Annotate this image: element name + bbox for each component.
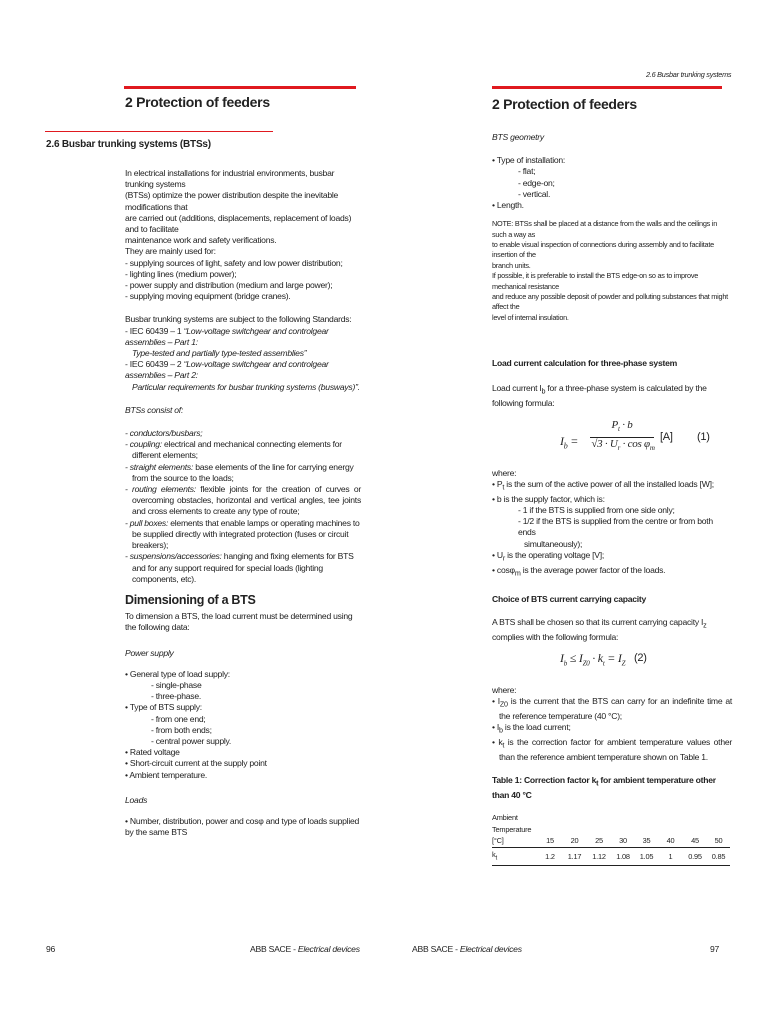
where-list [492,479,732,580]
text: A BTS shall be chosen so that its current carrying capacity I [492,616,704,627]
list-item [125,551,361,585]
symbol: P [611,418,619,431]
component-desc: flexible joints for the creation of curves or overcoming obstacles, horizontal and vertical angles, tee joints and cross elements to create any type of route; [132,484,361,517]
text: Temperature [°C] [492,824,532,845]
table-cell: 1.17 [567,851,582,861]
text: k [492,850,496,860]
geometry-list [492,155,732,211]
intro-line: They are mainly used for: [125,246,216,257]
subscript: t [618,424,620,433]
table-cell: 20 [570,835,579,845]
text: • I [492,722,500,733]
symbol: ≤ I [567,650,583,665]
standard-title: “Low-voltage switchgear and controlgear assemblies – Part 2: [125,359,329,381]
subscript: t [596,780,599,789]
footer-brand [250,944,360,954]
list-item: • Type of BTS supply: [125,702,202,713]
note-line: to enable visual inspection of connections during assembly and to facilitate insertion of the [492,240,714,260]
list-item: • Rated voltage [125,747,180,758]
geometry-heading: BTS geometry [492,132,544,142]
list-item [125,484,361,518]
subscript: m [514,569,521,578]
list-item: - three-phase. [151,691,202,702]
list-item: • General type of load supply: [125,668,230,679]
subscript: t [495,854,498,862]
text: Load current I [492,383,542,394]
intro-line: - power supply and distribution (medium and large power); [125,280,333,291]
component-term: - pull boxes: [125,517,169,528]
text: is the current that the BTS can carry for an indefinite time at the reference temperature (40 °C); [499,696,732,722]
where-label: where: [492,467,517,478]
text: Table 1: Correction factor k [492,775,597,786]
power-supply-heading: Power supply [125,647,174,658]
note-line: and reduce any possible deposit of powder and polluting substances that might affect the [492,292,728,312]
list-item: - from one end; [151,713,206,724]
capacity-heading: Choice of BTS current carrying capacity [492,593,647,604]
text: is the sum of the active power of all the installed loads [W]; [504,478,714,489]
table-cell: 0.85 [711,851,726,861]
page-title: 2 Protection of feeders [492,96,637,112]
table-cell: 1 [668,851,673,861]
component-term: - conductors/busbars; [125,428,203,439]
component-term: - routing elements: [125,484,196,495]
note-line: level of internal insulation. [492,312,569,322]
intro-line: - lighting lines (medium power); [125,268,237,279]
table-cell: 1.05 [639,851,654,861]
text: is the operating voltage [V]; [505,549,605,560]
symbol: · k [589,650,603,665]
text: • U [492,549,503,560]
text: is the load current; [502,722,571,733]
list-item: • Ambient temperature. [125,769,208,780]
standards-intro: Busbar trunking systems are subject to the following Standards: [125,314,352,325]
standard-title-cont: Type-tested and partially type-tested assemblies” [132,348,307,359]
intro-line: (BTSs) optimize the power distribution despite the inevitable modifications that [125,190,339,212]
intro-line: maintenance work and safety verifications. [125,235,277,246]
subscript: t [502,483,505,492]
table-cell: 50 [714,835,723,845]
list-item: - flat; [518,166,536,177]
symbol: · cos φ [620,437,650,450]
subscript: b [563,659,567,668]
table-header-label [492,811,538,847]
table-title [492,775,732,801]
correction-factor-table [492,811,730,865]
subscript: t [502,741,505,750]
list-item: - from both ends; [151,724,212,735]
list-item [492,722,732,737]
subscript: m [649,443,655,452]
formula-2 [492,643,732,679]
list-item [492,737,732,763]
standard-item [125,359,361,381]
list-item: • b is the supply factor, which is: [492,493,605,504]
title-rule [492,86,722,89]
intro-line: - supplying moving equipment (bridge cranes). [125,291,291,302]
formula-denominator [588,439,658,454]
standard-title: “Low-voltage switchgear and controlgear assemblies – Part 1: [125,325,329,347]
section-heading: 2.6 Busbar trunking systems (BTSs) [46,139,211,150]
symbol: = I [604,650,622,665]
intro-line: In electrical installations for industrial environments, busbar trunking systems [125,168,335,190]
capacity-text [492,617,732,643]
list-item: - single-phase [151,679,202,690]
loads-heading: Loads [125,794,148,805]
text: for a three-phase system is calculated by the following formula: [492,383,707,409]
subscript: Z0 [582,659,590,668]
list-item [492,565,732,580]
footer-brand-italic: Electrical devices [459,944,522,954]
table-cell: 0.95 [688,851,702,861]
standard-title-cont: Particular requirements for busbar trunking systems (busways)”. [132,381,360,392]
table-row [492,848,730,866]
list-item: - central power supply. [151,735,232,746]
table-cell: 25 [595,835,603,845]
list-item: • Length. [492,200,524,211]
where-label: where: [492,684,517,695]
note-line: branch units. [492,260,531,270]
component-desc: base elements of the line for carrying energy from the source to the loads; [132,461,354,483]
subscript: b [541,388,546,397]
component-term: - straight elements: [125,461,194,472]
text: • P [492,478,503,489]
table-cell: 35 [642,835,651,845]
formula-expression [560,650,626,670]
formula-lhs: $I_b$ = [560,433,579,450]
component-desc: hanging and fixing elements for BTS and for any support required for special loads (lighting components, etc). [132,551,354,584]
subscript: t [602,659,605,668]
subscript: r [617,443,621,452]
load-current-heading: Load current calculation for three-phase system [492,358,678,369]
intro-line: - supplying sources of light, safety and low power distribution; [125,257,343,268]
where-list [492,696,732,763]
list-item: - edge-on; [518,177,555,188]
dimensioning-text: To dimension a BTS, the load current must be determined using the following data: [125,611,353,633]
table-row-label [492,848,538,866]
power-supply-list [125,669,361,781]
footer-brand-italic: Electrical devices [297,944,360,954]
table-cell: 40 [666,835,675,845]
table-row [492,811,730,847]
symbol: · b [619,418,633,431]
text: is the correction factor for ambient temperature values other than the reference ambient temperature shown on Table 1. [499,737,732,763]
text: • k [492,737,503,748]
note-block [492,219,732,323]
text: is the average power factor of the loads. [520,564,666,575]
note-line: NOTE: BTSs shall be placed at a distance from the walls and the ceilings in such a way as [492,219,718,239]
list-item: • Short-circuit current at the supply point [125,758,267,769]
left-content [125,168,361,838]
formula-numerator [592,420,652,435]
symbol: √3 · U [591,437,618,450]
table-cell: 1.2 [545,851,555,861]
running-header: 2.6 Busbar trunking systems [646,70,732,79]
load-current-text [492,383,732,409]
component-term: - coupling: [125,439,162,450]
section-rule [45,131,273,132]
list-item [125,439,361,461]
table-cell: 1.12 [592,851,606,861]
page-number: 97 [710,944,720,954]
intro-text [125,168,361,302]
list-item: - 1/2 if the BTS is supplied from the centre or from both ends [518,516,713,538]
intro-line: are carried out (additions, displacements, replacement of loads) and to facilitate [125,212,352,235]
component-list [125,428,361,585]
list-item: • Type of installation: [492,155,566,166]
symbol: I [560,433,564,448]
standard-item [125,326,361,348]
text: • I [492,696,500,707]
subscript: b [563,441,568,450]
table-cell: 15 [546,835,554,845]
text: complies with the following formula: [492,631,619,642]
formula-number: (1) [697,430,710,443]
list-item [492,550,732,565]
list-item: - 1 if the BTS is supplied from one side only; [518,504,675,515]
dimensioning-heading: Dimensioning of a BTS [125,592,256,607]
text: for ambient temperature other than 40 °C [492,775,716,801]
table-cell: 30 [619,835,627,845]
list-item [125,428,361,439]
formula-unit: [A] [660,430,673,443]
text: • cosφ [492,564,515,575]
standard-code: - IEC 60439 – 2 [125,359,184,370]
list-item: - vertical. [518,188,551,199]
subscript: r [502,554,505,563]
subscript: z [703,621,707,630]
symbol: I [560,650,564,665]
right-page [384,0,768,1024]
footer-brand-name: ABB SACE - [412,944,460,954]
loads-text: • Number, distribution, power and cosφ and type of loads supplied by the same BTS [125,815,360,838]
list-item: simultaneously); [524,538,583,549]
list-item [125,518,361,552]
subscript: Z [621,659,626,668]
note-line: If possible, it is preferable to install the BTS edge-on so as to improve mechanical resistance [492,271,699,291]
component-term: - suspensions/accessories: [125,551,222,562]
table-cell: 1.08 [616,851,630,861]
footer-brand [412,944,522,954]
title-rule [124,86,356,89]
right-content [492,132,732,866]
subscript: Z0 [499,700,508,709]
component-desc: elements that enable lamps or operating machines to be supplied directly with integrated protection (fuses or circuit breakers); [132,517,360,551]
list-item [125,462,361,484]
component-desc: electrical and mechanical connecting elements for different elements; [132,439,342,461]
page-number: 96 [46,944,56,954]
text: Ambient [492,813,518,823]
formula-1 [492,410,732,468]
consist-heading: BTSs consist of: [125,404,184,415]
subscript: b [499,726,503,735]
formula-number: (2) [634,651,647,664]
footer-brand-name: ABB SACE - [250,944,298,954]
table-cell: 45 [691,835,699,845]
standard-code: - IEC 60439 – 1 [125,325,184,336]
list-item [492,479,732,494]
list-item [492,696,732,722]
page-title: 2 Protection of feeders [125,94,270,110]
